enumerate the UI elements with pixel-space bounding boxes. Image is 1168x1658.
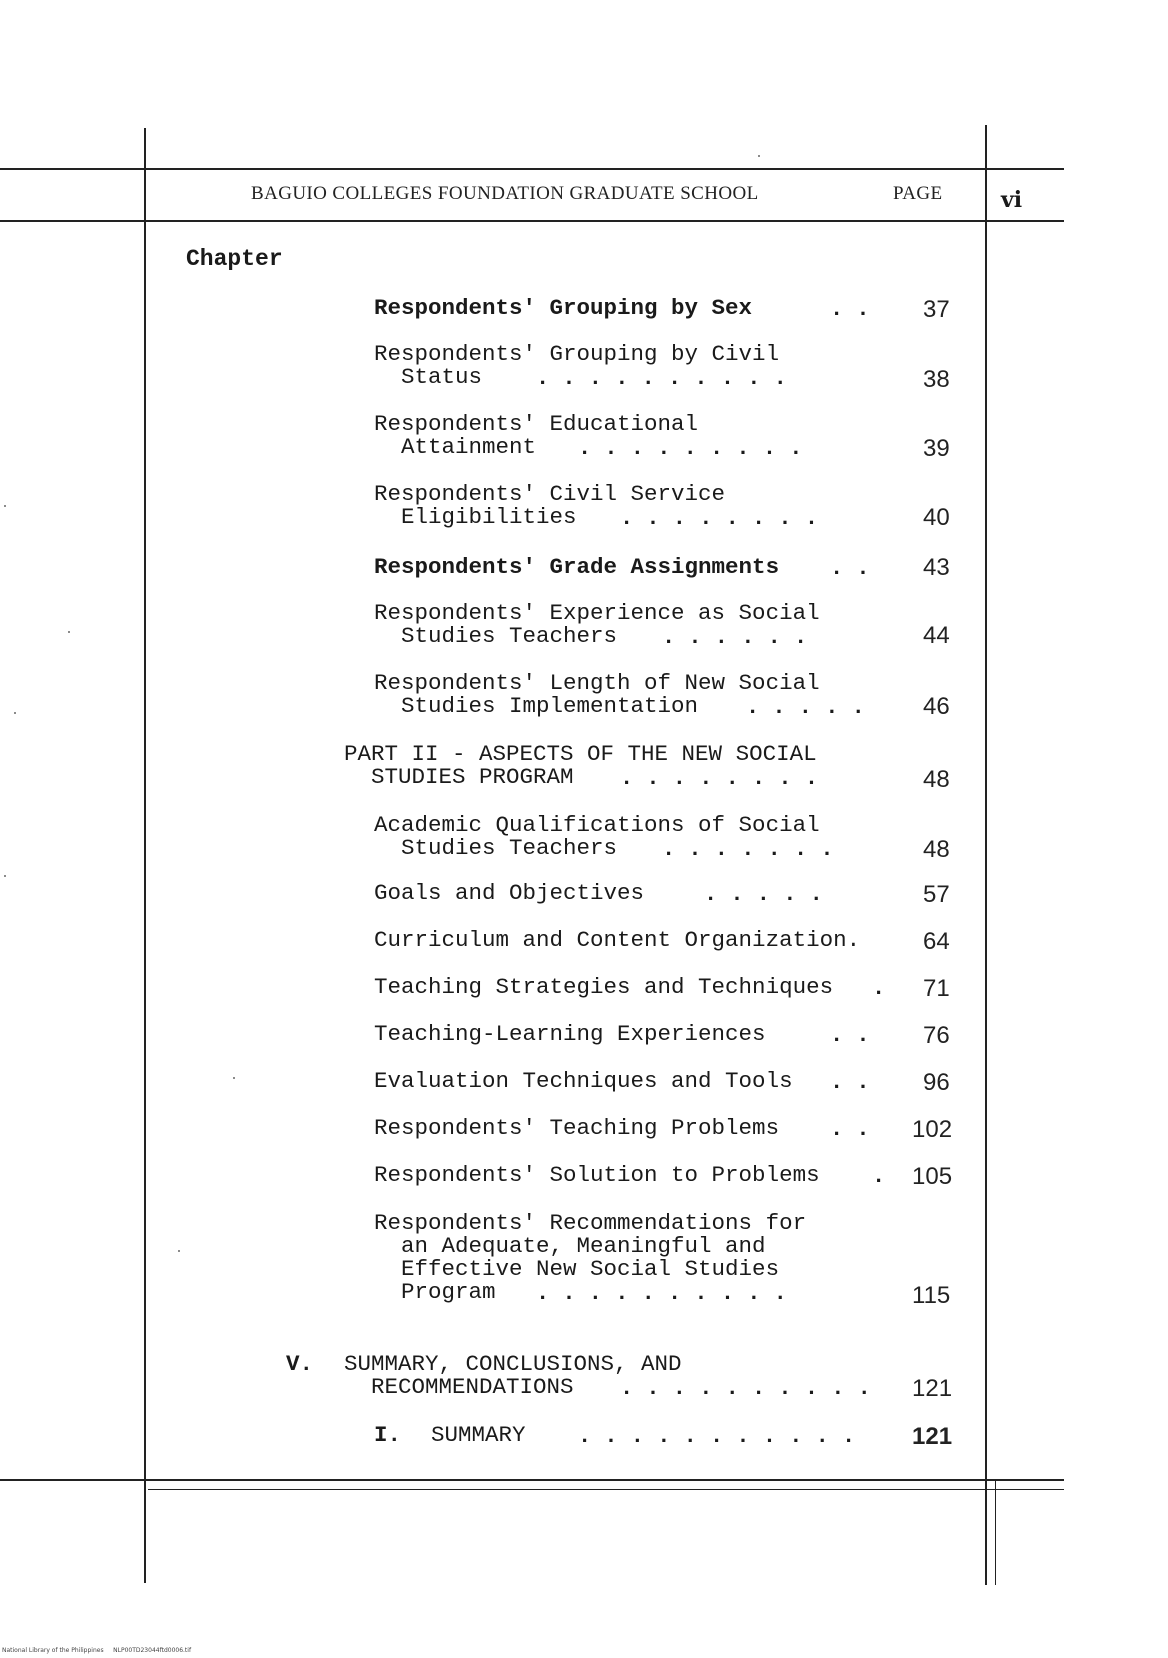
- scan-speck: [4, 505, 6, 507]
- toc-leader-dots: . . . . .: [704, 882, 823, 907]
- toc-entry-line: Evaluation Techniques and Tools: [374, 1068, 793, 1094]
- toc-entry-line: Respondents' Experience as Social: [374, 600, 820, 626]
- chapter-title-line: RECOMMENDATIONS: [344, 1374, 574, 1400]
- chapter-numeral: V.: [286, 1351, 314, 1377]
- scan-speck: [68, 631, 70, 633]
- toc-entry-line: Studies Implementation: [374, 693, 699, 719]
- toc-page-number: 43: [923, 554, 950, 581]
- toc-page-number: 105: [912, 1163, 953, 1190]
- toc-leader-dots: .: [872, 1164, 886, 1189]
- toc-entry-line: Respondents' Grouping by Sex: [374, 295, 753, 321]
- toc-page-number: 38: [923, 366, 950, 393]
- toc-page-number: 76: [923, 1022, 950, 1049]
- toc-page-number: 71: [923, 975, 950, 1002]
- footer-top-rule: [0, 1479, 1064, 1481]
- frame-right-rule: [985, 125, 987, 1585]
- scan-speck: [758, 155, 760, 157]
- section-title: SUMMARY: [431, 1422, 526, 1448]
- toc-page-number: 102: [912, 1116, 953, 1143]
- toc-entry-line: Respondents' Grouping by Civil: [374, 341, 780, 367]
- toc-leader-dots: . .: [830, 297, 870, 322]
- toc-page-number: 121: [912, 1375, 953, 1402]
- toc-page-number: 121: [912, 1423, 953, 1450]
- toc-entry-line: Respondents' Civil Service: [374, 481, 726, 507]
- footer-library: National Library of the Philippines: [2, 1647, 104, 1654]
- page-column-label: PAGE: [893, 183, 943, 204]
- footer-bottom-rule: [148, 1489, 1064, 1490]
- header-top-rule: [0, 168, 1064, 170]
- frame-left-rule: [144, 128, 146, 1583]
- toc-page-number: 96: [923, 1069, 950, 1096]
- toc-entry-line: Studies Teachers: [374, 835, 618, 861]
- toc-entry-line: an Adequate, Meaningful and: [374, 1233, 766, 1259]
- toc-leader-dots: . . . . . . . . . .: [620, 1376, 871, 1401]
- section-numeral: I.: [374, 1422, 402, 1448]
- toc-entry-line: Academic Qualifications of Social: [374, 812, 820, 838]
- toc-entry-line: Respondents' Grade Assignments: [374, 554, 780, 580]
- toc-page-number: 48: [923, 766, 950, 793]
- toc-page-number: 40: [923, 504, 950, 531]
- toc-entry-line: Teaching Strategies and Techniques: [374, 974, 834, 1000]
- toc-leader-dots: . .: [830, 1117, 870, 1142]
- toc-entry-line: Respondents' Recommendations for: [374, 1210, 807, 1236]
- toc-page-number: 115: [912, 1282, 951, 1309]
- toc-entry-line: Respondents' Solution to Problems: [374, 1162, 820, 1188]
- toc-leader-dots: . . . . . .: [662, 625, 808, 650]
- toc-page-number: 48: [923, 836, 950, 863]
- scan-speck: [178, 1250, 180, 1252]
- scan-speck: [4, 875, 6, 877]
- footer-file: NLP00TD23044ftd0006.tif: [113, 1647, 192, 1654]
- toc-leader-dots: . . . . . . . .: [620, 766, 819, 791]
- toc-page-number: 39: [923, 435, 950, 462]
- toc-leader-dots: . .: [830, 556, 870, 581]
- toc-entry-line: Status: [374, 364, 483, 390]
- toc-leader-dots: . .: [830, 1070, 870, 1095]
- right-margin-rule: [995, 1480, 996, 1585]
- toc-entry-line: Attainment: [374, 434, 537, 460]
- toc-page-number: 57: [923, 881, 950, 908]
- toc-entry-line: Studies Teachers: [374, 623, 618, 649]
- toc-entry-line: Respondents' Educational: [374, 411, 699, 437]
- toc-entry-line: PART II - ASPECTS OF THE NEW SOCIAL: [344, 741, 817, 767]
- toc-leader-dots: . .: [830, 1023, 870, 1048]
- toc-entry-line: Respondents' Length of New Social: [374, 670, 820, 696]
- header-bottom-rule: [0, 220, 1064, 222]
- toc-page-number: 64: [923, 928, 950, 955]
- toc-leader-dots: .: [872, 976, 886, 1001]
- toc-entry-line: Curriculum and Content Organization.: [374, 927, 861, 953]
- toc-entry-line: Teaching-Learning Experiences: [374, 1021, 766, 1047]
- chapter-title-line: SUMMARY, CONCLUSIONS, AND: [344, 1351, 682, 1377]
- toc-entry-line: Goals and Objectives: [374, 880, 645, 906]
- toc-leader-dots: . . . . .: [746, 695, 865, 720]
- chapter-column-label: Chapter: [186, 246, 283, 272]
- toc-leader-dots: . . . . . . . . . .: [536, 1281, 787, 1306]
- toc-leader-dots: . . . . . . . .: [620, 506, 819, 531]
- scan-speck: [233, 1077, 235, 1079]
- toc-page-number: 37: [923, 296, 950, 323]
- toc-leader-dots: . . . . . . .: [662, 837, 834, 862]
- toc-entry-line: Effective New Social Studies: [374, 1256, 780, 1282]
- toc-leader-dots: . . . . . . . . . . .: [578, 1424, 856, 1449]
- scan-speck: [14, 712, 16, 714]
- toc-entry-line: Respondents' Teaching Problems: [374, 1115, 780, 1141]
- institution-header: BAGUIO COLLEGES FOUNDATION GRADUATE SCHOOL: [251, 183, 759, 204]
- toc-entry-line: STUDIES PROGRAM: [344, 764, 574, 790]
- toc-page-number: 44: [923, 622, 950, 649]
- toc-page-number: 46: [923, 693, 950, 720]
- toc-leader-dots: . . . . . . . . .: [578, 436, 803, 461]
- toc-entry-line: Eligibilities: [374, 504, 577, 530]
- scan-footer: [2, 1647, 191, 1654]
- toc-leader-dots: . . . . . . . . . .: [536, 366, 787, 391]
- page-number: vi: [1001, 187, 1023, 213]
- toc-entry-line: Program: [374, 1279, 496, 1305]
